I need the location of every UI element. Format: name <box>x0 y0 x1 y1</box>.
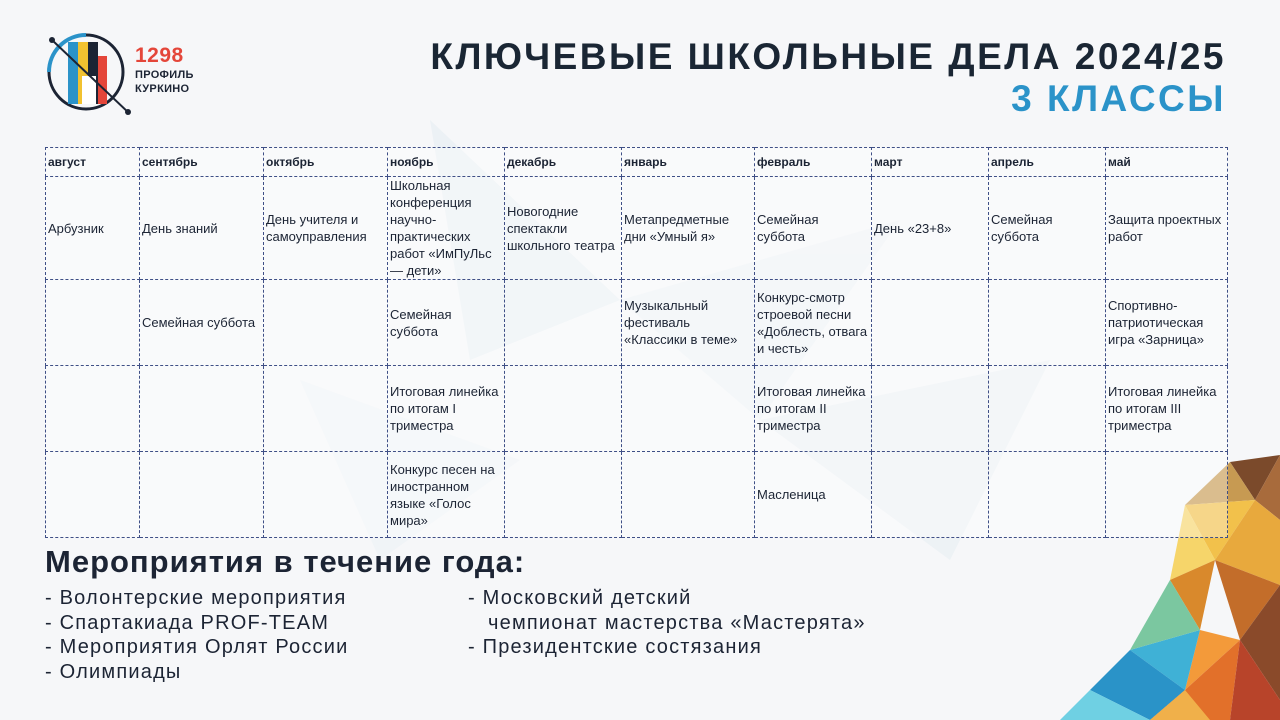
event-cell <box>140 366 264 452</box>
list-item: - Олимпиады <box>45 660 182 683</box>
table-row <box>46 366 1228 452</box>
list-item: - Волонтерские мероприятия <box>45 587 347 609</box>
logo-text-line1: ПРОФИЛЬ <box>135 69 194 81</box>
month-header: январь <box>622 148 755 177</box>
event-cell <box>46 452 140 538</box>
school-logo <box>44 32 204 118</box>
event-cell: Конкурс песен на иностранном языке «Голос мира» <box>388 452 505 538</box>
month-header: ноябрь <box>388 148 505 177</box>
event-cell: День учителя и самоуправления <box>264 177 388 280</box>
event-cell <box>505 280 622 366</box>
event-cell <box>872 280 989 366</box>
event-cell <box>622 452 755 538</box>
event-cell: Семейная суббота <box>388 280 505 366</box>
month-header: декабрь <box>505 148 622 177</box>
event-cell <box>505 366 622 452</box>
month-header: август <box>46 148 140 177</box>
logo-text-line2: КУРКИНО <box>135 83 190 95</box>
event-cell: Итоговая линейка по итогам II триместра <box>755 366 872 452</box>
event-cell <box>989 452 1106 538</box>
event-cell <box>872 366 989 452</box>
table-row <box>46 177 1228 280</box>
list-item-continuation: чемпионат мастерства «Мастерята» <box>488 611 866 634</box>
year-events-list-right <box>468 586 866 660</box>
event-cell <box>264 366 388 452</box>
event-cell: Итоговая линейка по итогам III триместра <box>1106 366 1228 452</box>
event-cell: Новогодние спектакли школьного театра <box>505 177 622 280</box>
list-item: - Московский детский <box>468 587 692 609</box>
event-cell <box>989 366 1106 452</box>
event-cell <box>622 366 755 452</box>
event-cell <box>46 366 140 452</box>
event-cell: Арбузник <box>46 177 140 280</box>
year-events-heading: Мероприятия в течение года: <box>45 544 526 579</box>
event-cell: Семейная суббота <box>140 280 264 366</box>
month-header: октябрь <box>264 148 388 177</box>
list-item: - Президентские состязания <box>468 636 762 658</box>
month-header: апрель <box>989 148 1106 177</box>
month-header: февраль <box>755 148 872 177</box>
list-item: - Мероприятия Орлят России <box>45 636 349 658</box>
event-cell <box>140 452 264 538</box>
month-header: сентябрь <box>140 148 264 177</box>
month-header-row <box>46 148 1228 177</box>
event-cell: Школьная конференция научно-практических работ «ИмПуЛьс — дети» <box>388 177 505 280</box>
event-cell: Семейная суббота <box>989 177 1106 280</box>
event-cell: Семейная суббота <box>755 177 872 280</box>
event-cell: Защита проектных работ <box>1106 177 1228 280</box>
month-header: май <box>1106 148 1228 177</box>
event-cell: Метапредметные дни «Умный я» <box>622 177 755 280</box>
page-title: КЛЮЧЕВЫЕ ШКОЛЬНЫЕ ДЕЛА 2024/25 <box>430 36 1226 77</box>
table-row <box>46 452 1228 538</box>
event-cell <box>505 452 622 538</box>
events-schedule-table <box>45 147 1228 538</box>
event-cell <box>264 452 388 538</box>
event-cell: Конкурс-смотр строевой песни «Доблесть, отвага и честь» <box>755 280 872 366</box>
list-item: - Спартакиада PROF-TEAM <box>45 611 330 634</box>
event-cell <box>989 280 1106 366</box>
event-cell: Итоговая линейка по итогам I триместра <box>388 366 505 452</box>
event-cell: Масленица <box>755 452 872 538</box>
month-header: март <box>872 148 989 177</box>
page-subtitle: 3 КЛАССЫ <box>1011 78 1226 119</box>
event-cell <box>264 280 388 366</box>
event-cell: День «23+8» <box>872 177 989 280</box>
event-cell <box>872 452 989 538</box>
event-cell: Спортивно-патриотическая игра «Зарница» <box>1106 280 1228 366</box>
event-cell <box>1106 452 1228 538</box>
logo-emblem-icon <box>44 32 136 118</box>
year-events-list-left <box>45 586 349 684</box>
logo-number: 1298 <box>135 44 184 67</box>
table-row <box>46 280 1228 366</box>
event-cell: Музыкальный фестиваль «Классики в теме» <box>622 280 755 366</box>
event-cell: День знаний <box>140 177 264 280</box>
event-cell <box>46 280 140 366</box>
